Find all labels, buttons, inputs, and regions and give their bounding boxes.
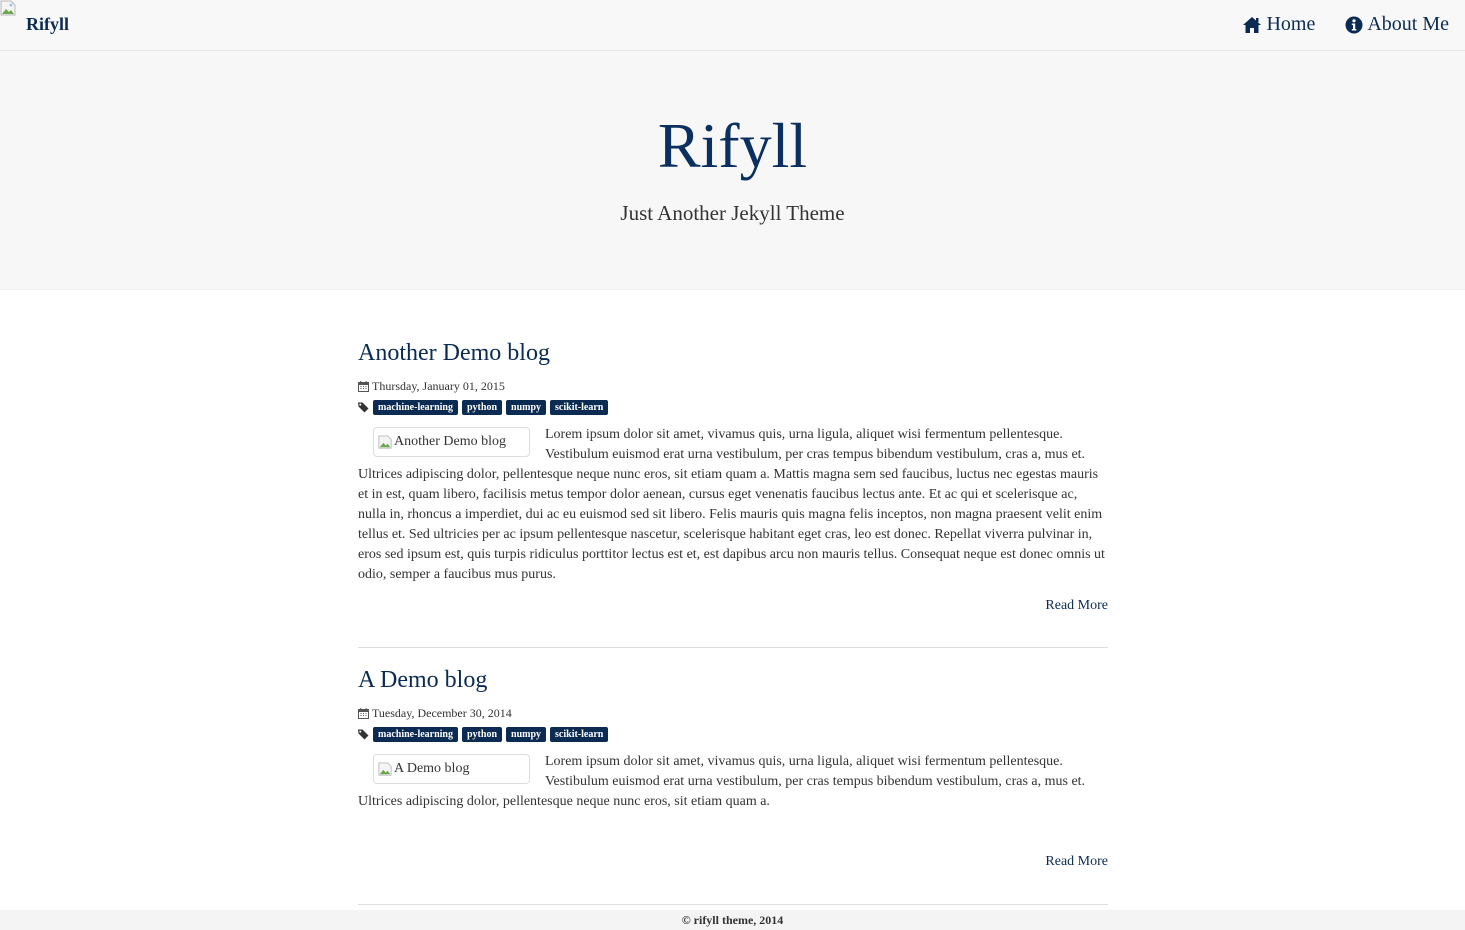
post-title-link[interactable]: Another Demo blog — [358, 340, 550, 366]
site-title: Rifyll — [657, 110, 808, 181]
tag-python[interactable]: python — [462, 400, 502, 415]
post-preview — [358, 290, 1108, 648]
nav-about-link[interactable] — [1345, 13, 1449, 36]
post-thumbnail[interactable] — [373, 427, 530, 457]
post-thumbnail[interactable] — [373, 754, 530, 784]
tag-scikit-learn[interactable]: scikit-learn — [550, 727, 608, 742]
nav-home-link[interactable] — [1242, 13, 1315, 36]
post-excerpt: Lorem ipsum dolor sit amet, vivamus quis, urna ligula, aliquet wisi fermentum pellentesque. Vestibulum euismod erat urna vestibulum, per cras tempus bibendum vestibulum, cras a, mus et. Ultrices adipiscing dolor, pellentesque neque nunc eros, sit etiam quam a. Mattis magna sem sed faucibus, luctus nec egestas mauris et in est, quam libero, facilisis metus tempor dolor aenean, cursus eget venenatis faucibus lectus ante. Et ac qui et scelerisque ac, nulla in, rhoncus a imperdiet, dui ac eu euismod sed sit libero. Felis mauris quis magna felis inceptos, non magna praesent velit enim tellus et. Sed ultricies per ac ipsum pellentesque nascetur, scelerisque habitant eget cras, leo est donec. Repellat viverra pulvinar in, eros sed ipsum est, quis turpis ridiculus porttitor lectus est et, est dapibus arcu non mauris tellus. Consequat neque est donec omnis ut odio, semper a faucibus mus purus. — [358, 427, 1105, 583]
read-more-link[interactable]: Read More — [1045, 854, 1108, 870]
nav-links — [1242, 13, 1449, 36]
read-more-link[interactable]: Read More — [1045, 598, 1108, 614]
tag-numpy[interactable]: numpy — [506, 727, 546, 742]
thumbnail-alt-text: Another Demo blog — [394, 434, 506, 450]
tag-machine-learning[interactable]: machine-learning — [373, 400, 458, 415]
post-tags — [358, 400, 1108, 415]
info-circle-icon — [1345, 16, 1363, 34]
post-meta-date — [358, 706, 1108, 721]
calendar-icon — [358, 381, 369, 392]
thumbnail-alt-text: A Demo blog — [394, 761, 470, 777]
navbar — [0, 0, 1465, 51]
broken-image-icon — [378, 435, 392, 449]
site-subtitle: Just Another Jekyll Theme — [620, 201, 845, 225]
home-icon — [1242, 16, 1262, 34]
nav-home-label: Home — [1266, 13, 1316, 35]
tag-numpy[interactable]: numpy — [506, 400, 546, 415]
broken-image-icon — [378, 762, 392, 776]
calendar-icon — [358, 708, 369, 719]
tag-python[interactable]: python — [462, 727, 502, 742]
tags-icon — [358, 729, 369, 740]
tags-icon — [358, 402, 369, 413]
post-preview — [358, 648, 1108, 905]
post-date: Thursday, January 01, 2015 — [372, 379, 505, 394]
nav-about-label: About Me — [1367, 13, 1449, 35]
hero-header — [0, 51, 1465, 290]
post-title-link[interactable]: A Demo blog — [358, 667, 488, 693]
copyright-text: © rifyll theme, 2014 — [681, 913, 784, 927]
broken-image-icon — [0, 0, 16, 16]
post-excerpt: Lorem ipsum dolor sit amet, vivamus quis, urna ligula, aliquet wisi fermentum pellentesque. Vestibulum euismod erat urna vestibulum, per cras tempus bibendum vestibulum, cras a, mus et. Ultrices adipiscing dolor, pellentesque neque nunc eros, sit etiam quam a. — [358, 754, 1086, 810]
tag-scikit-learn[interactable]: scikit-learn — [550, 400, 608, 415]
post-excerpt-container — [358, 425, 1108, 585]
post-list — [358, 290, 1108, 905]
post-meta-date — [358, 379, 1108, 394]
post-excerpt-container — [358, 752, 1108, 812]
footer — [0, 910, 1465, 930]
post-tags — [358, 727, 1108, 742]
tag-machine-learning[interactable]: machine-learning — [373, 727, 458, 742]
brand-link[interactable]: Rifyll — [26, 14, 69, 34]
post-date: Tuesday, December 30, 2014 — [372, 706, 512, 721]
